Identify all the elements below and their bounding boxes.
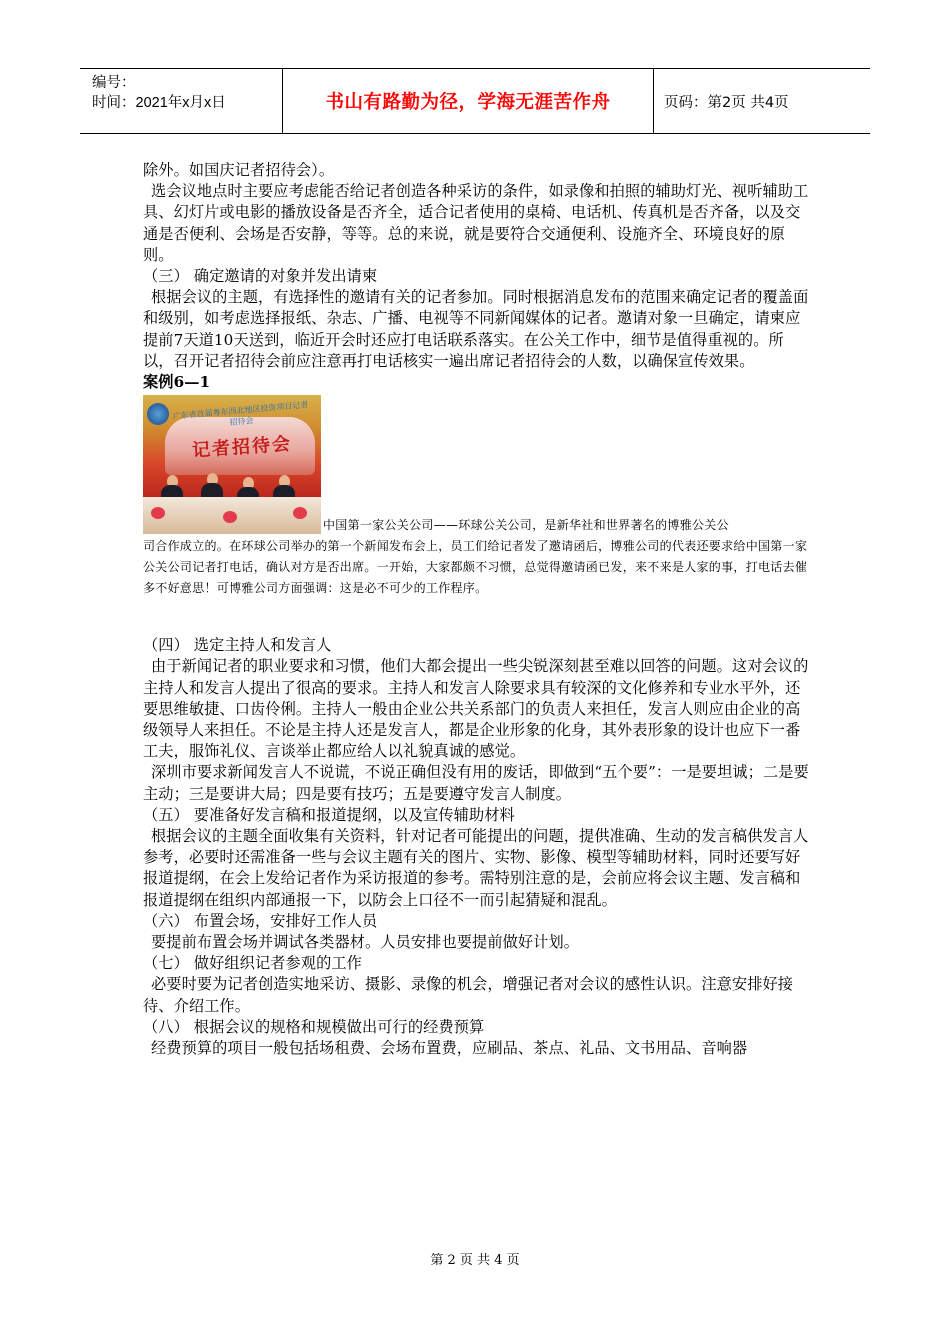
press-conference-photo [143, 395, 321, 534]
photo-banner-text: 记者招待会 [191, 433, 293, 462]
paragraph: 要提前布置会场并调试各类器材。人员安排也要提前做好计划。 [151, 933, 580, 952]
page-footer: 第 2 页 共 4 页 [430, 1253, 520, 1268]
paragraph: 经费预算的项目一般包括场租费、会场布置费，应刷品、茶点、礼品、文书用品、音响器 [151, 1039, 748, 1058]
case-text [143, 515, 813, 599]
paragraph: 根据会议的主题，有选择性的邀请有关的记者参加。同时根据消息发布的范围来确定记者的覆盖面和级别，如考虑选择报纸、杂志、广播、电视等不同新闻媒体的记者。邀请对象一旦确定，请柬应提前7天道10天送到，临近开会时还应打电话联系落实。在公关工作中，细节是值得重视的。所以，召开记者招待会前应注意再打电话核实一遍出席记者招待会的人数，以确保宣传效果。 [143, 288, 809, 370]
document-body [143, 160, 813, 1059]
photo-arc-text: 广东省首届粤东西北地区投资项目记者招待会 [172, 400, 309, 428]
header-meta [80, 69, 282, 133]
paragraph: 必要时要为记者创造实地采访、摄影、录像的机会，增强记者对会议的感性认识。注意安排好接待、介绍工作。 [143, 975, 794, 1015]
section-heading: （五） 要准备好发言稿和报道提纲，以及宣传辅助材料 [143, 805, 515, 824]
header-motto: 书山有路勤为径，学海无涯苦作舟 [282, 69, 654, 133]
section-heading: （七） 做好组织记者参观的工作 [143, 954, 362, 973]
paragraph: 根据会议的主题全面收集有关资料，针对记者可能提出的问题，提供准确、生动的发言稿供发言人参考，必要时还需准备一些与会议主题有关的图片、实物、影像、模型等辅助材料，同时还要写好报道提纲，在会上发给记者作为采访报道的参考。需特别注意的是，会前应将会议主题、发言稿和报道提纲在组织内部通报一下，以防会上口径不一而引起猜疑和混乱。 [143, 827, 809, 909]
paragraph: 由于新闻记者的职业要求和习惯，他们大都会提出一些尖锐深刻甚至难以回答的问题。这对会议的主持人和发言人提出了很高的要求。主持人和发言人除要求具有较深的文化修养和专业水平外，还要思维敏捷、口齿伶俐。主持人一般由企业公共关系部门的负责人来担任，发言人则应由企业的高级领导人来担任。不论是主持人还是发言人，都是企业形象的化身，其外表形象的设计也应下一番工夫，服饰礼仪、言谈举止都应给人以礼貌真诚的感觉。 [143, 657, 809, 761]
section-heading: （三） 确定邀请的对象并发出请柬 [143, 267, 378, 286]
header-page-label: 页码：第2页 共4页 [664, 94, 789, 111]
paragraph: 除外。如国庆记者招待会）。 [143, 161, 335, 179]
page-header [80, 68, 870, 134]
paragraph: 深圳市要求新闻发言人不说谎，不说正确但没有用的废话，即做到“五个要”：一是要坦诚；二是要主动；三是要讲大局；四是要有技巧；五是要遵守发言人制度。 [143, 763, 809, 803]
logo-icon [147, 403, 169, 425]
section-heading: （六） 布置会场，安排好工作人员 [143, 911, 378, 930]
section-heading: （四） 选定主持人和发言人 [143, 636, 332, 655]
section-heading: （八） 根据会议的规格和规模做出可行的经费预算 [143, 1017, 485, 1036]
paragraph: 选会议地点时主要应考虑能否给记者创造各种采访的条件，如录像和拍照的辅助灯光、视听辅助工具、幻灯片或电影的播放设备是否齐全，适合记者使用的桌椅、电话机、传真机是否齐备，以及交通是否便利、会场是否安静，等等。总的来说，就是要符合交通便利、设施齐全、环境良好的原则。 [143, 182, 809, 264]
case-text-rest: 司合作成立的。在环球公司举办的第一个新闻发布会上，员工们给记者发了邀请函后，博雅公司的代表还要求给中国第一家公关公司记者打电话，确认对方是否出席。一开始，大家都颇不习惯，总觉得邀请函已发，来不来是人家的事，打电话去催多不好意思！可博雅公司方面强调：这是必不可少的工作程序。 [143, 539, 808, 596]
case-block [143, 395, 813, 596]
case-text-first: 中国第一家公关公司——环球公关公司，是新华社和世界著名的博雅公关公 [323, 518, 729, 533]
header-time-label: 时间：2021年x月x日 [92, 95, 226, 111]
bottom-section [143, 635, 813, 1059]
header-number-label: 编号： [92, 75, 136, 91]
case-title: 案例6—1 [143, 373, 211, 392]
